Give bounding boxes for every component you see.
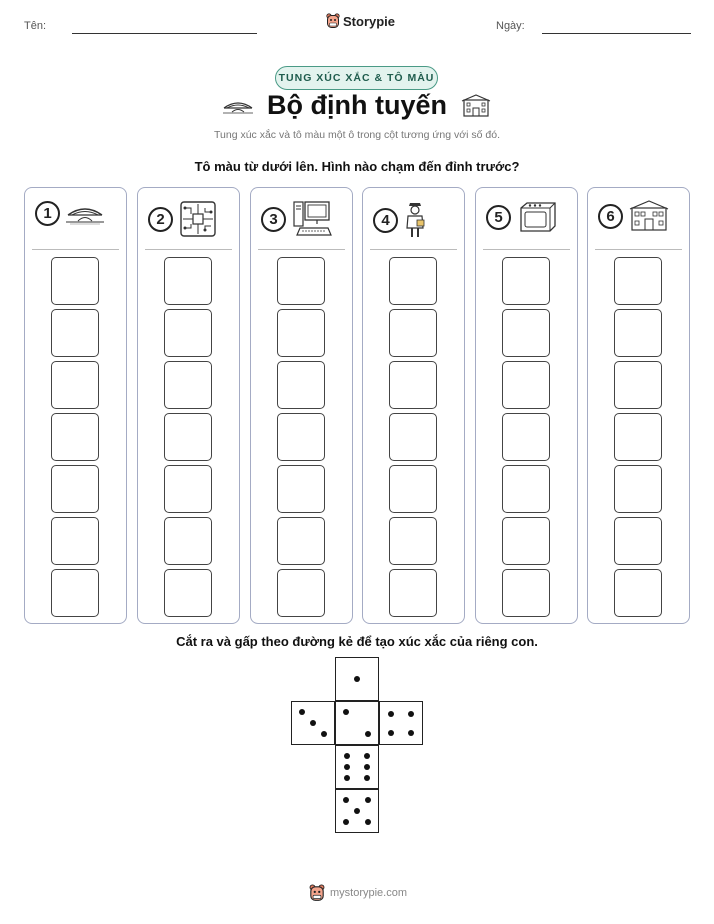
dice-pip [388,730,394,736]
dice-pip [354,808,360,814]
storypie-mascot-icon [309,884,325,902]
color-box[interactable] [389,517,437,565]
dice-pip [344,753,350,759]
dice-pip [364,764,370,770]
title-row [0,90,714,121]
name-label: Tên: [24,20,47,32]
column-divider [258,249,345,250]
color-box[interactable] [277,569,325,617]
color-box[interactable] [614,413,662,461]
column-number: 2 [148,207,173,232]
column-5 [475,187,578,624]
dice-face-1 [335,657,379,701]
color-box[interactable] [164,257,212,305]
color-box[interactable] [502,413,550,461]
color-box[interactable] [502,309,550,357]
color-box[interactable] [277,361,325,409]
color-box[interactable] [389,413,437,461]
column-4 [362,187,465,624]
color-box[interactable] [389,361,437,409]
color-box[interactable] [164,569,212,617]
dice-pip [343,819,349,825]
column-number: 3 [261,207,286,232]
color-box[interactable] [51,413,99,461]
color-box[interactable] [389,465,437,513]
color-box[interactable] [502,257,550,305]
footer [309,884,407,902]
color-box[interactable] [277,413,325,461]
dice-pip [344,764,350,770]
dice-pip [365,797,371,803]
column-divider [145,249,232,250]
column-divider [483,249,570,250]
dice-pip [310,720,316,726]
color-box[interactable] [164,465,212,513]
dice-pip [321,731,327,737]
date-label: Ngày: [496,20,525,32]
column-number: 6 [598,204,623,229]
color-box[interactable] [164,413,212,461]
color-box[interactable] [502,569,550,617]
column-2 [137,187,240,624]
color-box[interactable] [502,517,550,565]
color-box[interactable] [614,569,662,617]
color-box[interactable] [614,309,662,357]
color-box[interactable] [51,257,99,305]
dice-face-4 [379,701,423,745]
dice-pip [343,709,349,715]
dice-face-5 [335,789,379,833]
microwave-icon [517,200,557,234]
column-divider [595,249,682,250]
dice-face-3 [291,701,335,745]
activity-badge: TUNG XÚC XẮC & TÔ MÀU [275,66,438,90]
instruction-bottom: Cắt ra và gấp theo đường kẻ để tạo xúc xắc của riêng con. [176,634,538,649]
color-box[interactable] [164,361,212,409]
building-icon [629,200,669,232]
dice-pip [365,819,371,825]
dice-pip [364,753,370,759]
page-title: Bộ định tuyến [267,90,447,120]
color-box[interactable] [389,569,437,617]
name-line[interactable] [72,33,257,34]
brand-logo [326,13,395,29]
column-number: 5 [486,205,511,230]
color-box[interactable] [51,569,99,617]
column-6 [587,187,690,624]
color-box[interactable] [502,361,550,409]
color-box[interactable] [614,361,662,409]
dice-pip [365,731,371,737]
color-box[interactable] [614,257,662,305]
color-box[interactable] [164,517,212,565]
dice-face-6 [335,745,379,789]
column-number: 4 [373,208,398,233]
color-box[interactable] [51,361,99,409]
color-box[interactable] [614,465,662,513]
postman-icon [404,200,426,240]
storypie-mascot-icon [326,13,340,29]
color-box[interactable] [277,465,325,513]
column-1 [24,187,127,624]
computer-icon [292,200,332,238]
footer-url[interactable]: mystorypie.com [330,887,408,899]
building-icon [461,94,491,118]
brand-name: Storypie [343,13,396,29]
color-box[interactable] [389,257,437,305]
column-divider [32,249,119,250]
dice-pip [354,676,360,682]
color-box[interactable] [614,517,662,565]
dice-pip [299,709,305,715]
bridge-icon [223,96,253,116]
color-box[interactable] [389,309,437,357]
dice-pip [408,730,414,736]
instruction-top: Tô màu từ dưới lên. Hình nào chạm đến đỉnh trước? [194,159,520,174]
subtitle: Tung xúc xắc và tô màu một ô trong cột tương ứng với số đó. [214,129,500,141]
color-box[interactable] [164,309,212,357]
dice-pip [364,775,370,781]
color-box[interactable] [277,257,325,305]
dice-pip [344,775,350,781]
dice-pip [343,797,349,803]
color-box[interactable] [502,465,550,513]
column-3 [250,187,353,624]
dice-pip [408,711,414,717]
color-box[interactable] [277,309,325,357]
color-box[interactable] [277,517,325,565]
dice-pip [388,711,394,717]
column-divider [370,249,457,250]
date-line[interactable] [542,33,691,34]
bridge-icon [66,200,104,226]
dice-face-2 [335,701,379,745]
color-box[interactable] [51,465,99,513]
color-box[interactable] [51,517,99,565]
column-number: 1 [35,201,60,226]
color-box[interactable] [51,309,99,357]
circuit-board-icon [179,200,217,238]
